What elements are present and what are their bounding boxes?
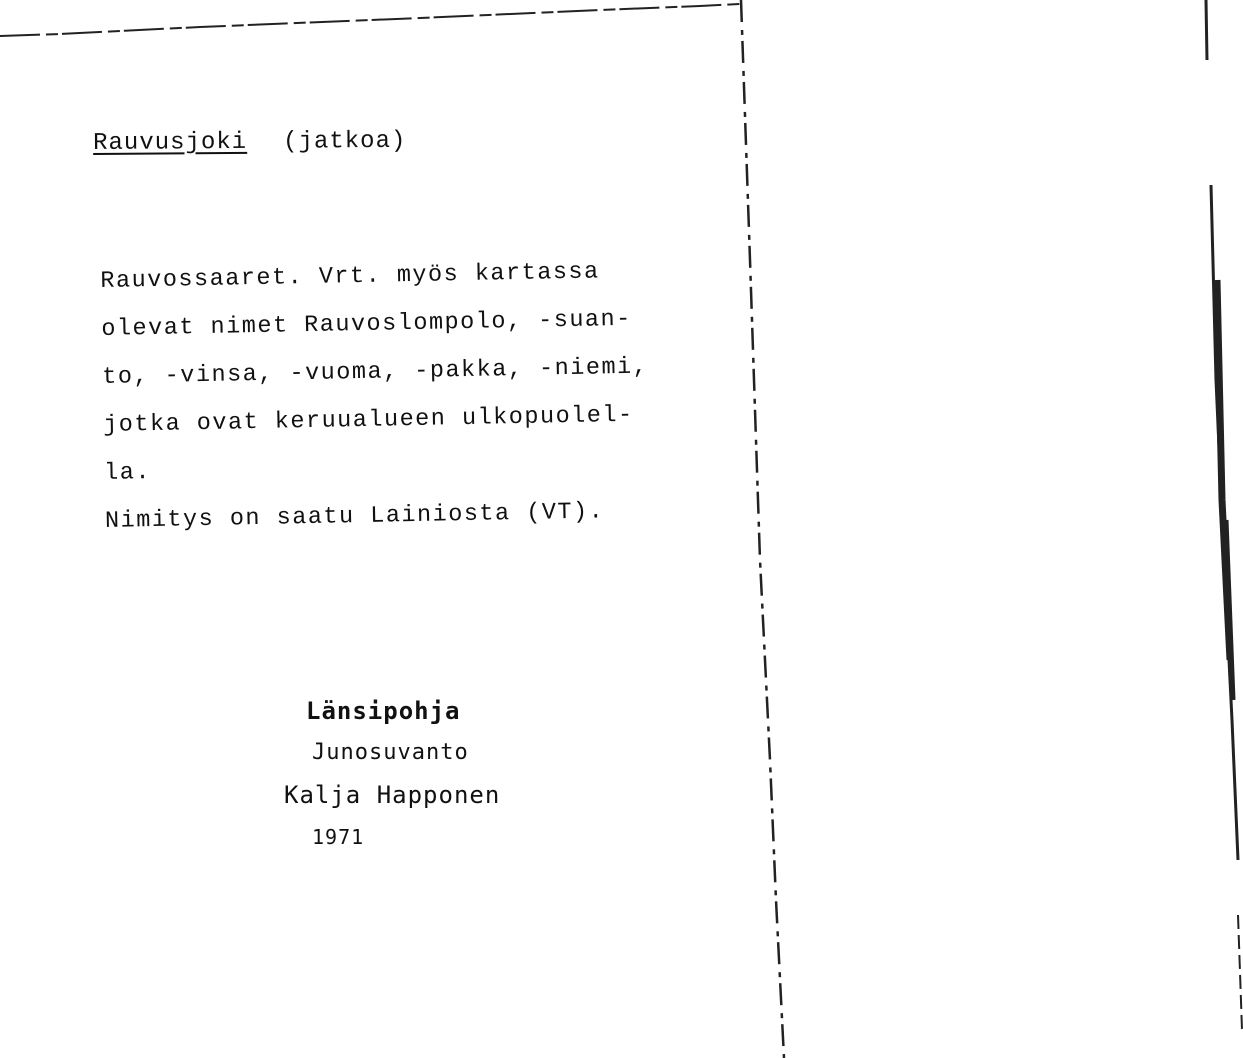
- stamp-parish: Junosuvanto: [312, 740, 469, 765]
- body-line: jotka ovat keruualueen ulkopuolel-: [102, 401, 634, 439]
- top-torn-edge: [0, 4, 740, 36]
- body-line: Rauvossaaret. Vrt. myös kartassa: [100, 258, 600, 295]
- right-edge-top: [1206, 0, 1207, 60]
- continuation-label: (jatkoa): [283, 127, 407, 156]
- place-name: Rauvusjoki: [93, 128, 248, 157]
- body-line: Nimitys on saatu Lainiosta (VT).: [104, 498, 605, 535]
- card-body: [100, 248, 652, 546]
- stamp-region: Länsipohja: [306, 697, 461, 725]
- card-heading: [93, 128, 406, 157]
- stamp-collector: Kalja Happonen: [284, 781, 501, 809]
- body-line: la.: [103, 459, 152, 487]
- body-line: to, -vinsa, -vuoma, -pakka, -niemi,: [102, 353, 649, 391]
- right-edge-bottom: [1238, 915, 1242, 1030]
- body-line: olevat nimet Rauvoslompolo, -suan-: [101, 305, 633, 343]
- collector-stamp: [284, 690, 500, 858]
- stamp-year: 1971: [312, 825, 365, 849]
- card-right-edge: [741, 0, 784, 1058]
